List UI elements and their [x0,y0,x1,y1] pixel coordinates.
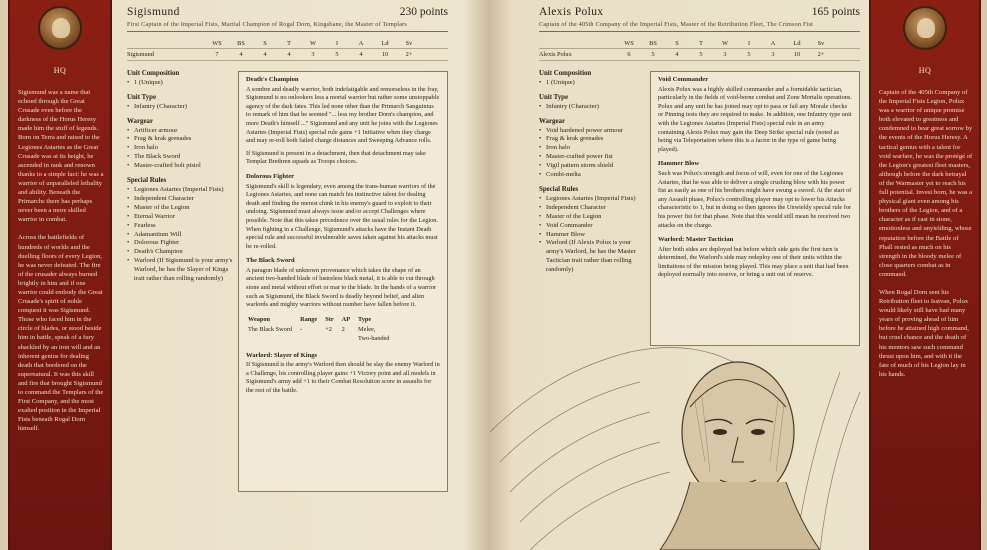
stat-value: 3 [723,51,727,58]
left-unit-name: Sigismund [127,6,180,18]
weapon-cell [358,326,395,343]
stat-value: 10 [381,51,389,58]
stat-rule [539,48,860,49]
rule-text: Alexis Polux was a highly skilled commander and a formidable tactician, particularly in the fields of void-borne combat and Zone Mortalis operations. Polux and any unit he has joined may opt to pass or fail any Morale checks or Pinning tests they are required to make. In addition, one Infantry type unit with the Legiones Astartes (Imperial Fists) special rule in an army containing Alexis Polux may gain the Deep Strike special rule (noted as being via Teleportation where this is a factor in the type of game being played). [658,85,852,153]
stat-header: Sv [405,40,413,47]
section-heading: Unit Composition [539,70,592,77]
stat-header: A [358,40,364,47]
list-item: • Warlord (If Sigismund is your army's Warlord, he has the Slayer of Kings trait rather than rolling randomly) [127,257,233,284]
stat-row-label: Sigismund [127,51,154,58]
weapon-cell: - [300,326,303,334]
left-subtitle: First Captain of the Imperial Fists, Martial Champion of Rogal Dorn, Kingsbane, the Master of Templars [127,21,408,28]
rule-heading: Death's Champion [246,76,299,83]
list-item: • Void hardened power armour [539,127,645,136]
skull-emblem-icon [38,6,82,50]
weapon-header: Str [325,315,334,323]
stat-value: 3 [311,51,315,58]
stat-header: WS [212,40,222,47]
left-info-column [127,64,233,284]
polux-portrait-illustration [490,312,870,550]
stat-rule [127,48,448,49]
section-heading: Wargear [539,117,566,125]
rule-text: Such was Polux's strength and focus of will, even for one of the Legiones Astartes, that he was able to deliver a single crushing blow with his power fist as easily as one of his brothers might have swung a sword. At the start of any Assault phase, Polux's controlling player may opt to lower his Attacks characteristic to 1, but in doing so then ignores the Unwieldy special rule for his power fist for that phase. Note that this would still mean he received two attacks on the charge. [658,169,852,229]
left-banner-paragraph: Across the battlefields of hundreds of worlds and the duelling floors of every Legion, he was never defeated. The fire of the crusader always burned brightly in him and if one warrior could embody the Great Crusade's spirit of noble conquest it was Sigismund. Those who faced him in the circle of blades, or stood beside him in battle, speak of a fury shackled by an iron will and an inherent genius for dealing death that bordered on the supernatural. It was this skill and fire that brought Sigismund to command the Templars of the First Company, and the most exalted position in the Imperial Fists beneath Rogal Dorn himself. [18,234,104,433]
list-item: • Artificer armour [127,127,233,136]
portrait-sketch [490,312,870,550]
left-banner [8,0,112,550]
list-item: • Independent Character [539,204,645,213]
left-rules-box [238,71,448,492]
left-banner-text [18,88,104,442]
stat-header: S [675,40,679,47]
list-item: • Iron halo [539,144,645,153]
stat-header: Ld [381,40,389,47]
list-item: • Fearless [127,222,233,231]
left-banner-paragraph: Sigismund was a name that echoed through the Great Crusade even before the darkness of the Horus Heresy made him the stuff of legends. Born on Terra and raised to the Legiones Astartes as the Great Crusade was at its height, he ascended in rank and renown thanks to a simple fact: he was a warrior of unparalleled lethality and ability. Beneath the Primarchs there has perhaps never been a more skilled warrior in combat. [18,89,104,224]
list-item: • 1 (Unique) [127,79,233,88]
rule-text: Sigismund's skill is legendary, even among the trans-human warriors of the Legiones Astartes, and none can match his instinctive talent for dealing death and finding the merest chink in his enemy's guard to exploit to their undoing. Sigismund must always issue and/or accept Challenges where possible. Note that this takes precedence over the usual rules for the Legion. When fighting in a Challenge, Sigismund's attacks have the Instant Death special rule and successful invulnerable saves taken against his attacks must be re-rolled. [246,182,438,250]
stat-value: 4 [263,51,267,58]
section-heading: Unit Type [539,93,569,101]
list-item: • Infantry (Character) [127,103,233,112]
right-info-column [539,64,645,275]
list-item: • The Black Sword [127,153,233,162]
stat-value: 4 [675,51,679,58]
weapon-cell: 2 [341,326,345,334]
stat-value: 4 [359,51,363,58]
weapon-cell: +2 [325,326,332,334]
list-item: • Combi-melta [539,171,645,180]
rule-heading: Warlord: Slayer of Kings [246,351,318,359]
stat-header: Sv [817,40,825,47]
list-item: • Warlord (If Alexis Polux is your army's Warlord, he has the Master Tactician trait rather than rolling randomly) [539,239,645,275]
rule-heading: Dolorous Fighter [246,172,295,180]
list-item: • Iron halo [127,144,233,153]
left-title-rule [127,31,448,32]
list-item: • Infantry (Character) [539,103,645,112]
stat-header: A [770,40,776,47]
stat-header: I [747,40,751,47]
stat-value: 7 [215,51,219,58]
left-banner-hq: HQ [53,66,67,75]
right-banner-paragraph: Captain of the 405th Company of the Imperial Fists Legion, Polux was a warrior of unique promise both elevated to greatness and condemned to bear great sorrow by the events of the Horus Heresy. A tactical genius with a talent for void warfare, he was the protégé of the Legion's greatest fleet masters, although before the dark betrayal of the Warmaster yet to reach his full potential. Invest born, he was a physical giant even among his brothers of the Legion, and of a character as if cast in stone, emotionless and unyielding, whose reputation before the Battle of Phall rested as much on his strength in the bloody melee of close quarters combat as in command. [879,89,973,278]
stat-rule [127,60,448,61]
left-unit-points: 230 points [399,6,448,18]
list-item: • Master-crafted power fist [539,153,645,162]
list-item: • Master of the Legion [127,204,233,213]
section-heading: Unit Type [127,93,157,101]
rule-heading: Void Commander [658,76,709,83]
stat-value: 2+ [405,51,413,58]
right-banner-text [879,88,973,388]
section-heading: Special Rules [127,177,167,185]
rule-heading: The Black Sword [246,257,295,265]
right-banner-paragraph: When Rogal Dorn sent his Retribution fleet to Isstvan, Polux would likely still have had many years of proving ahead of him before he attained high command, but cruel chance and the death of his mentors saw such command thrust upon him, and with it the fate of much of his Legion lay in his hands. [879,288,969,378]
stat-header: S [263,40,267,47]
right-unit-name: Alexis Polux [539,6,604,18]
right-subtitle: Captain of the 405th Company of the Imperial Fists, Master of the Retribution Fleet, The Crimson Fist [539,21,814,28]
rule-heading: Hammer Blow [658,160,700,168]
section-heading: Special Rules [539,185,579,193]
stat-value: 4 [239,51,243,58]
list-item: • Death's Champion [127,248,233,257]
section-heading: Wargear [127,117,154,125]
right-unit-points: 165 points [811,6,860,18]
skull-emblem-icon [903,6,947,50]
stat-value: 5 [651,51,655,58]
list-item: • Independent Character [127,195,233,204]
right-rules-box [650,71,860,346]
rule-text: After both sides are deployed but before which side gets the first turn is determined, the Warlord's side may redeploy one of their units within the limitations of the mission being played. This may place a unit that had been deployed normally into reserve, or bring a unit out of reserve. [658,245,849,279]
stat-value: 4 [287,51,291,58]
weapon-header: Weapon [248,315,271,323]
weapon-type: Melee, [358,326,376,334]
list-item: • Legiones Astartes (Imperial Fists) [539,195,645,204]
stat-value: 10 [793,51,801,58]
list-item: • Adamantium Will [127,231,233,240]
rule-text: A paragon blade of unknown provenance which takes the shape of an ancient two-handed blade of lustreless black metal, it is able to cut through stone and metal without effort or mar to the blade. In the hands of a warrior such as Sigismund, the Black Sword is deadly beyond belief, and alien warlords and mighty warriors without number have fallen before it. [246,266,437,309]
weapon-header: AP [341,315,351,323]
stat-rule [539,60,860,61]
stat-row-label: Alexis Polux [539,51,572,58]
weapon-type: Two-handed [358,335,390,343]
list-item: • Legiones Astartes (Imperial Fists) [127,186,233,195]
stat-header: WS [624,40,634,47]
stat-header: I [335,40,339,47]
weapon-header: Type [358,315,372,323]
right-banner-hq: HQ [918,66,932,75]
rule-text: If Sigismund is present in a detachment, then that detachment may take Templar Brethren squads as Troops choices. [246,149,426,166]
list-item: • Frag & krak grenades [539,135,645,144]
stat-header: T [287,40,291,47]
list-item: • Frag & krak grenades [127,135,233,144]
weapon-cell: The Black Sword [248,326,293,334]
weapon-table [246,314,397,346]
rule-heading: Warlord: Master Tactician [658,236,734,244]
stat-header: BS [237,40,245,47]
section-heading: Unit Composition [127,70,180,77]
stat-value: 2+ [817,51,825,58]
stat-header: W [310,40,316,47]
rule-text: If Sigismund is the army's Warlord then should he slay the enemy Warlord in a Challenge, his controlling player gains +1 Victory point and all models in Sigismund's army add +1 to their Combat Resolution score in assaults for the rest of the battle. [246,361,440,394]
list-item: • Void Commander [539,222,645,231]
list-item: • 1 (Unique) [539,79,645,88]
stat-header: Ld [793,40,801,47]
stat-value: 3 [771,51,775,58]
stat-header: T [699,40,703,47]
stat-value: 5 [747,51,751,58]
list-item: • Eternal Warrior [127,213,233,222]
stat-value: 5 [335,51,339,58]
stat-value: 6 [627,51,631,58]
list-item: • Master-crafted bolt pistol [127,162,233,171]
right-banner [869,0,981,550]
stat-header: BS [649,40,657,47]
rule-text: A sombre and deadly warrior, both indefatigable and remorseless in the fray, Sigismund is no onlookers less a mortal warrior but rather some unstoppable agency of the dark fates. This led none other than the Primarch Sanguinius to remark of him that he seemed "... less my brother Dorn's champion, and more Death's himself ..." Sigismund and any unit he joins with the Legiones Astartes (Imperial Fists) special rule gains +1 Initiative when they charge and may re-roll both failed charge distances and Sweeping Advance rolls. [246,85,440,145]
weapon-header: Range [300,315,318,323]
list-item: • Dolorous Fighter [127,239,233,248]
right-title-rule [539,31,860,32]
list-item: • Master of the Legion [539,213,645,222]
list-item: • Hammer Blow [539,231,645,240]
stat-value: 5 [699,51,703,58]
list-item: • Vigil pattern storm shield [539,162,645,171]
stat-header: W [722,40,728,47]
